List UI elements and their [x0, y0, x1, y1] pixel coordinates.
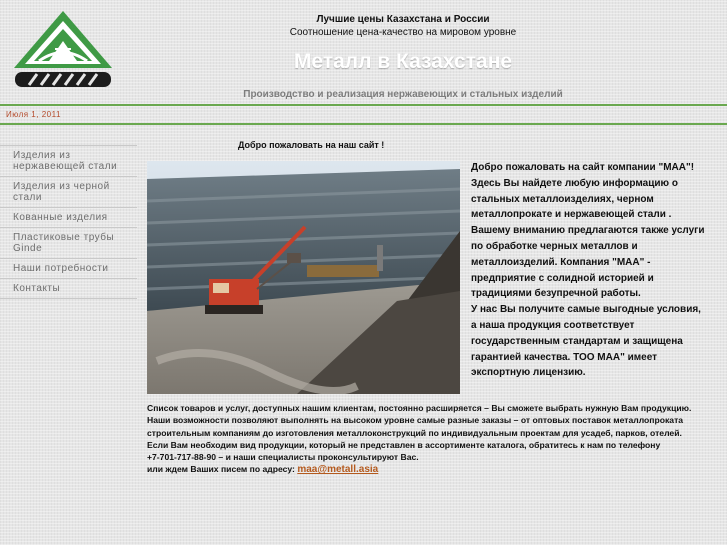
intro-line: металлопрокате и нержавеющей стали . — [471, 209, 672, 221]
company-logo[interactable] — [11, 8, 115, 92]
intro-line: а наша продукция соответствует — [471, 319, 635, 331]
current-date: Июля 1, 2011 — [6, 110, 61, 119]
intro-line: металлоизделий. Компания "МАА" - — [471, 256, 651, 268]
email-link[interactable]: maa@metall.asia — [297, 464, 379, 476]
sidebar-item-black-steel[interactable]: Изделия из черной стали — [0, 177, 137, 208]
body-line: +7-701-717-88-90 – и наши специалисты проконсультируют Вас. — [147, 452, 419, 463]
intro-line: предприятие с солидной историей и — [471, 272, 654, 284]
sidebar-nav — [0, 145, 137, 299]
mining-photo — [147, 161, 460, 394]
email-prefix: или ждем Ваших писем по адресу: — [147, 464, 295, 475]
intro-line: стальных металлоизделиях, черном — [471, 193, 654, 205]
intro-line: У нас Вы получите самые выгодные условия, — [471, 304, 701, 316]
intro-line: традициями безупречной работы. — [471, 288, 641, 300]
divider-bottom — [0, 123, 727, 125]
intro-line: Вашему вниманию предлагаются также услуги — [471, 225, 705, 237]
body-text — [147, 402, 727, 477]
intro-line: Здесь Вы найдете любую информацию о — [471, 177, 678, 189]
site-title: Металл в Казахстане — [293, 50, 513, 73]
intro-text — [471, 160, 727, 381]
intro-line: гарантией качества. ТОО МАА" имеет — [471, 351, 658, 363]
intro-line: по обработке черных металлов и — [471, 240, 638, 252]
intro-line: экспортную лицензию. — [471, 367, 586, 379]
tagline-secondary: Соотношение цена-качество на мировом уровне — [289, 27, 517, 38]
site-subtitle: Производство и реализация нержавеющих и стальных изделий — [243, 89, 563, 100]
sidebar-item-our-needs[interactable]: Наши потребности — [0, 259, 137, 279]
body-line: Если Вам необходим вид продукции, который не представлен в ассортименте каталога, обратитесь к нам по телефону — [147, 439, 661, 450]
sidebar-item-forged-products[interactable]: Кованные изделия — [0, 208, 137, 228]
intro-line: Добро пожаловать на сайт компании "МАА"! — [471, 162, 695, 173]
body-line: Наши возможности позволяют выполнять на высоком уровне самые разные заказы – от оптовых поставок металлопроката — [147, 415, 684, 426]
body-line: Список товаров и услуг, доступных нашим клиентам, постоянно расширяется – Вы сможете выбрать нужную Вам продукцию. — [147, 403, 692, 413]
sidebar-item-plastic-pipes[interactable]: Пластиковые трубы Ginde — [0, 228, 137, 259]
sidebar-item-contacts[interactable]: Контакты — [0, 279, 137, 299]
body-line: строительным компаниям до изготовления металлоконструкций по индивидуальным проектам для усадеб, парков, отелей. — [147, 427, 682, 438]
divider-top — [0, 104, 727, 106]
welcome-heading: Добро пожаловать на наш сайт ! — [238, 140, 385, 150]
sidebar-item-stainless-steel[interactable]: Изделия из нержавеющей стали — [0, 145, 137, 177]
contact-line — [147, 463, 727, 476]
tagline-primary: Лучшие цены Казахстана и России — [316, 14, 490, 25]
intro-line: государственным стандартам и защищена — [471, 335, 683, 347]
